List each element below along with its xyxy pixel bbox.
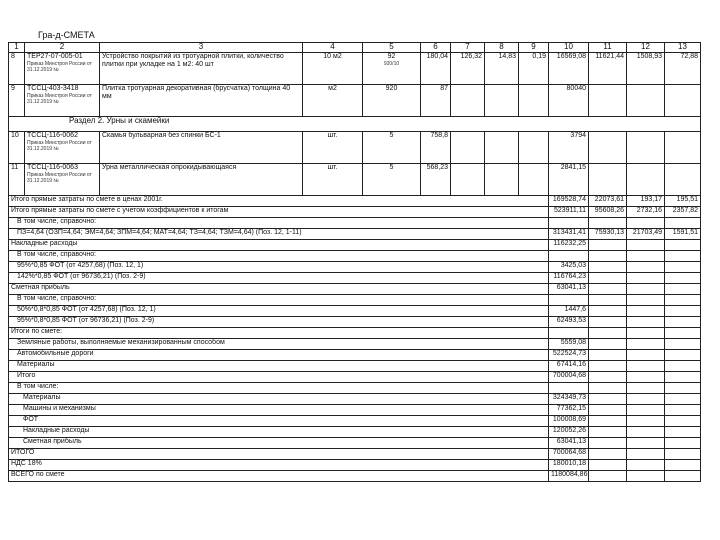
cell: 3794 — [549, 132, 589, 164]
summary-value — [589, 383, 627, 394]
summary-row — [9, 295, 701, 306]
estimate-row-9 — [9, 85, 701, 117]
cell — [665, 164, 701, 196]
summary-label: Машины и механизмы — [9, 405, 549, 416]
summary-value: 2732,16 — [627, 207, 665, 218]
header-cell: 4 — [303, 43, 363, 53]
row-number: 10 — [9, 132, 25, 164]
summary-value — [549, 383, 589, 394]
document-title: Гра-д-СМЕТА — [38, 30, 95, 40]
summary-row — [9, 218, 701, 229]
cell: 126,32 — [451, 53, 485, 85]
summary-value: 100008,69 — [549, 416, 589, 427]
header-cell: 12 — [627, 43, 665, 53]
summary-label: Материалы — [9, 394, 549, 405]
summary-value — [589, 471, 627, 482]
summary-label: 95%*0,85 ФОТ (от 4257,68) (Поз. 12, 1) — [9, 262, 549, 273]
summary-label: Накладные расходы — [9, 427, 549, 438]
summary-value: 523911,11 — [549, 207, 589, 218]
summary-row — [9, 471, 701, 482]
summary-value — [665, 394, 701, 405]
summary-value — [627, 416, 665, 427]
summary-value — [589, 284, 627, 295]
summary-value — [627, 317, 665, 328]
summary-value: 77362,15 — [549, 405, 589, 416]
summary-value — [627, 394, 665, 405]
summary-label: 142%*0,85 ФОТ (от 96736,21) (Поз. 2-9) — [9, 273, 549, 284]
unit: 10 м2 — [303, 53, 363, 85]
summary-value: 180010,18 — [549, 460, 589, 471]
cell — [519, 164, 549, 196]
summary-label: ПЗ=4,64 (ОЗП=4,64; ЭМ=4,64; ЗПМ=4,64; МАТ=4,64; ТЗ=4,64; ТЗМ=4,64) (Поз. 12, 1-11) — [9, 229, 549, 240]
summary-row — [9, 449, 701, 460]
summary-row — [9, 251, 701, 262]
cell: 11621,44 — [589, 53, 627, 85]
summary-value: 2357,82 — [665, 207, 701, 218]
summary-value: 120052,26 — [549, 427, 589, 438]
header-cell: 6 — [421, 43, 451, 53]
cell: 87 — [421, 85, 451, 117]
summary-label: 50%*0,8*0,85 ФОТ (от 4257,68) (Поз. 12, 1) — [9, 306, 549, 317]
summary-label: Итого — [9, 372, 549, 383]
header-cell: 2 — [25, 43, 100, 53]
summary-value — [627, 306, 665, 317]
summary-value — [665, 240, 701, 251]
summary-value — [665, 438, 701, 449]
summary-value — [627, 251, 665, 262]
summary-row — [9, 361, 701, 372]
summary-value — [627, 295, 665, 306]
estimate-row-8 — [9, 53, 701, 85]
summary-value — [589, 438, 627, 449]
row-number: 8 — [9, 53, 25, 85]
cell: 2841,15 — [549, 164, 589, 196]
header-cell: 7 — [451, 43, 485, 53]
quantity: 92 920/10 — [363, 53, 421, 85]
summary-value — [589, 339, 627, 350]
summary-label: Материалы — [9, 361, 549, 372]
summary-value — [665, 262, 701, 273]
summary-value: 195,51 — [665, 196, 701, 207]
summary-row — [9, 372, 701, 383]
estimate-row-10 — [9, 132, 701, 164]
summary-label: ВСЕГО по смете — [9, 471, 549, 482]
summary-value: 700064,68 — [549, 449, 589, 460]
summary-value — [589, 372, 627, 383]
header-cell: 10 — [549, 43, 589, 53]
cell — [451, 164, 485, 196]
summary-value: 313431,41 — [549, 229, 589, 240]
summary-label: ФОТ — [9, 416, 549, 427]
summary-value — [589, 317, 627, 328]
cell — [589, 132, 627, 164]
summary-value — [589, 394, 627, 405]
cell: 568,23 — [421, 164, 451, 196]
cell — [451, 132, 485, 164]
summary-label: Автомобильные дороги — [9, 350, 549, 361]
summary-row — [9, 306, 701, 317]
summary-value — [627, 350, 665, 361]
summary-value: 5559,08 — [549, 339, 589, 350]
summary-value — [665, 295, 701, 306]
summary-label: В том числе, справочно: — [9, 251, 549, 262]
cell — [519, 132, 549, 164]
work-name: Урна металлическая опрокидывающаяся — [100, 164, 303, 196]
summary-label: В том числе: — [9, 383, 549, 394]
summary-row — [9, 196, 701, 207]
rate-code: ТССЦ-116-0063 Приказ Минстроя России от 31.12.2019 № — [25, 164, 100, 196]
summary-value — [627, 427, 665, 438]
cell — [665, 132, 701, 164]
quantity: 5 — [363, 132, 421, 164]
section-title: Раздел 2. Урны и скамейки — [9, 117, 701, 132]
summary-label: Итого прямые затраты по смете в ценах 2001г. — [9, 196, 549, 207]
quantity: 5 — [363, 164, 421, 196]
cell — [589, 85, 627, 117]
summary-value — [665, 449, 701, 460]
summary-value — [665, 306, 701, 317]
work-name: Скамья бульварная без спинки БС-1 — [100, 132, 303, 164]
cell — [627, 132, 665, 164]
summary-value — [665, 317, 701, 328]
summary-value: 62493,53 — [549, 317, 589, 328]
summary-label: 95%*0,8*0,85 ФОТ (от 96736,21) (Поз. 2-9) — [9, 317, 549, 328]
header-cell: 13 — [665, 43, 701, 53]
summary-value: 193,17 — [627, 196, 665, 207]
work-name: Устройство покрытий из тротуарной плитки, количество плитки при укладке на 1 м2: 40 шт — [100, 53, 303, 85]
summary-value — [589, 295, 627, 306]
summary-value — [627, 218, 665, 229]
summary-value — [627, 262, 665, 273]
summary-value: 21703,49 — [627, 229, 665, 240]
summary-value — [665, 405, 701, 416]
summary-value — [589, 449, 627, 460]
quantity-formula: 920/10 — [383, 61, 400, 67]
cell: 16569,08 — [549, 53, 589, 85]
header-cell: 5 — [363, 43, 421, 53]
cell: 0,19 — [519, 53, 549, 85]
summary-value: 1447,6 — [549, 306, 589, 317]
summary-value: 700004,68 — [549, 372, 589, 383]
summary-row — [9, 207, 701, 218]
work-name: Плитка тротуарная декоративная (брусчатка) толщина 40 мм — [100, 85, 303, 117]
summary-value — [627, 339, 665, 350]
cell: 758,8 — [421, 132, 451, 164]
summary-label: Итоги по смете: — [9, 328, 549, 339]
row-number: 11 — [9, 164, 25, 196]
summary-value — [549, 328, 589, 339]
cell — [485, 85, 519, 117]
estimate-table — [8, 42, 701, 482]
summary-value — [627, 328, 665, 339]
rate-code: ТЕР27-07-005-01 Приказ Минстроя России от 31.12.2019 № — [25, 53, 100, 85]
quantity: 920 — [363, 85, 421, 117]
unit: шт. — [303, 132, 363, 164]
summary-row — [9, 394, 701, 405]
summary-label: Сметная прибыль — [9, 284, 549, 295]
summary-value — [665, 427, 701, 438]
summary-row — [9, 284, 701, 295]
summary-value — [549, 251, 589, 262]
summary-value: 63041,13 — [549, 284, 589, 295]
summary-value — [589, 273, 627, 284]
summary-value — [665, 328, 701, 339]
rate-code: ТССЦ-116-0062 Приказ Минстроя России от 31.12.2019 № — [25, 132, 100, 164]
summary-row — [9, 229, 701, 240]
summary-value — [589, 328, 627, 339]
cell — [665, 85, 701, 117]
summary-row — [9, 273, 701, 284]
estimate-row-11 — [9, 164, 701, 196]
summary-value — [627, 471, 665, 482]
cell: 14,83 — [485, 53, 519, 85]
rate-source: Приказ Минстроя России от 31.12.2019 № — [27, 172, 92, 184]
summary-value: 324349,73 — [549, 394, 589, 405]
header-cell: 3 — [100, 43, 303, 53]
summary-row — [9, 427, 701, 438]
summary-value — [589, 427, 627, 438]
summary-value — [627, 240, 665, 251]
summary-value — [589, 460, 627, 471]
cell: 72,88 — [665, 53, 701, 85]
rate-code: ТССЦ-403-3418 Приказ Минстроя России от 31.12.2019 № — [25, 85, 100, 117]
unit: м2 — [303, 85, 363, 117]
summary-value: 522524,73 — [549, 350, 589, 361]
summary-value — [665, 460, 701, 471]
summary-value — [589, 416, 627, 427]
header-cell: 1 — [9, 43, 25, 53]
summary-label: ИТОГО — [9, 449, 549, 460]
row-number: 9 — [9, 85, 25, 117]
summary-row — [9, 438, 701, 449]
summary-value: 116764,23 — [549, 273, 589, 284]
summary-value: 116232,25 — [549, 240, 589, 251]
cell — [589, 164, 627, 196]
rate-source: Приказ Минстроя России от 31.12.2019 № — [27, 61, 92, 73]
summary-label: В том числе, справочно: — [9, 295, 549, 306]
summary-value — [665, 284, 701, 295]
column-number-row — [9, 43, 701, 53]
summary-value — [627, 383, 665, 394]
rate-source: Приказ Минстроя России от 31.12.2019 № — [27, 140, 92, 152]
summary-value: 1180084,86 — [549, 471, 589, 482]
summary-value — [627, 405, 665, 416]
summary-value — [665, 361, 701, 372]
cell — [627, 85, 665, 117]
summary-value: 63041,13 — [549, 438, 589, 449]
summary-value — [589, 218, 627, 229]
summary-value: 22073,61 — [589, 196, 627, 207]
summary-value — [665, 471, 701, 482]
summary-value — [627, 284, 665, 295]
cell — [627, 164, 665, 196]
summary-row — [9, 240, 701, 251]
summary-value — [665, 350, 701, 361]
summary-value — [627, 273, 665, 284]
summary-row — [9, 383, 701, 394]
summary-label: Накладные расходы — [9, 240, 549, 251]
summary-row — [9, 317, 701, 328]
summary-value: 169528,74 — [549, 196, 589, 207]
summary-value — [589, 240, 627, 251]
summary-row — [9, 339, 701, 350]
summary-value — [589, 306, 627, 317]
summary-label: Сметная прибыль — [9, 438, 549, 449]
summary-value — [589, 405, 627, 416]
cell: 80040 — [549, 85, 589, 117]
summary-value — [627, 449, 665, 460]
summary-value — [665, 218, 701, 229]
header-cell: 8 — [485, 43, 519, 53]
summary-value — [589, 262, 627, 273]
summary-value — [665, 251, 701, 262]
cell — [485, 132, 519, 164]
summary-value: 3425,03 — [549, 262, 589, 273]
summary-value — [589, 251, 627, 262]
summary-value — [627, 361, 665, 372]
summary-label: НДС 18% — [9, 460, 549, 471]
summary-value — [665, 339, 701, 350]
unit: шт. — [303, 164, 363, 196]
summary-value: 67414,16 — [549, 361, 589, 372]
header-cell: 9 — [519, 43, 549, 53]
rate-source: Приказ Минстроя России от 31.12.2019 № — [27, 93, 92, 105]
summary-row — [9, 262, 701, 273]
summary-row — [9, 416, 701, 427]
summary-row — [9, 328, 701, 339]
summary-value — [665, 383, 701, 394]
summary-value — [589, 361, 627, 372]
summary-value: 95608,26 — [589, 207, 627, 218]
cell — [519, 85, 549, 117]
summary-label: Итого прямые затраты по смете с учетом коэффициентов к итогам — [9, 207, 549, 218]
summary-value — [549, 218, 589, 229]
summary-value — [627, 438, 665, 449]
summary-row — [9, 405, 701, 416]
section-row — [9, 117, 701, 132]
cell: 1508,93 — [627, 53, 665, 85]
summary-value — [665, 273, 701, 284]
summary-row — [9, 350, 701, 361]
summary-value — [589, 350, 627, 361]
summary-row — [9, 460, 701, 471]
summary-value — [665, 416, 701, 427]
summary-value — [549, 295, 589, 306]
summary-value — [627, 460, 665, 471]
summary-value: 1591,51 — [665, 229, 701, 240]
summary-value — [627, 372, 665, 383]
cell — [451, 85, 485, 117]
cell — [485, 164, 519, 196]
summary-label: В том числе, справочно: — [9, 218, 549, 229]
cell: 180,04 — [421, 53, 451, 85]
summary-section — [9, 196, 701, 482]
summary-value — [665, 372, 701, 383]
header-cell: 11 — [589, 43, 627, 53]
summary-label: Земляные работы, выполняемые механизированным способом — [9, 339, 549, 350]
summary-value: 75930,13 — [589, 229, 627, 240]
